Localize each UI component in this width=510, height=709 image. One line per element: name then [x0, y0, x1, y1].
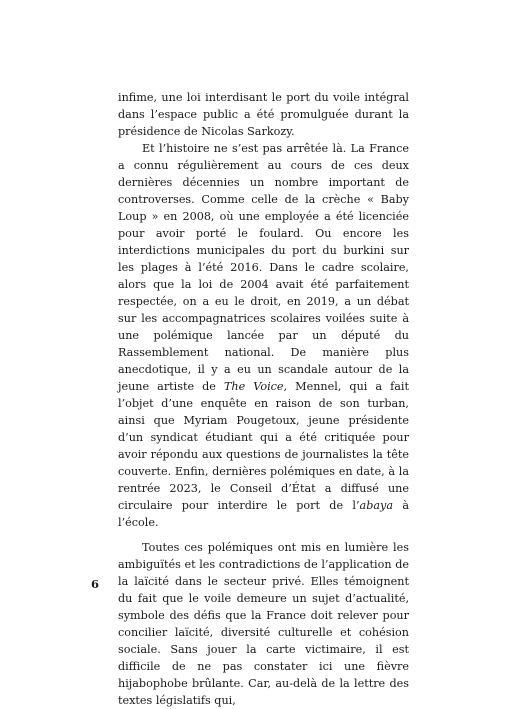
- paragraph-1-text: infime, une loi interdisant le port du voile intégral dans l’espace public a été promulguée durant la présidence de Nicolas Sarkozy.: [118, 91, 409, 138]
- paragraph-2-text-b: Mennel, qui a fait l’objet d’une enquête en raison de son turban, ainsi que Myriam Pougetoux, jeune présidente d’un syndicat étudiant qui a été critiquée pour avoir répondu aux questions de journalistes la tête couverte. Enfin, dernières polémiques en date, à la rentrée 2023, le Conseil d’État a diffusé une circulaire pour interdire le port de l’: [118, 380, 409, 512]
- paragraph-2: [118, 140, 409, 531]
- page-number: 6: [91, 577, 100, 591]
- paragraph-2-italic-abaya: abaya: [359, 499, 394, 512]
- paragraph-3-text: Toutes ces polémiques ont mis en lumière les ambiguïtés et les contradictions de l’application de la laïcité dans le secteur privé. Elles témoignent du fait que le voile demeure un sujet d’actualité, symbole des défis que la France doit relever pour concilier laïcité, diversité culturelle et cohésion sociale. Sans jouer la carte victimaire, il est difficile de ne pas constater ici une fièvre hijabophobe brûlante. Car, au-delà de la lettre des textes législatifs qui,: [118, 541, 409, 707]
- paragraph-3: [118, 539, 409, 709]
- paragraph-2-italic-the-voice: The Voice,: [223, 380, 288, 393]
- page-body: [118, 89, 409, 709]
- paragraph-2-text-a: Et l’histoire ne s’est pas arrêtée là. La France a connu régulièrement au cours de ces deux dernières décennies un nombre important de controverses. Comme celle de la crèche « Baby Loup » en 2008, où une employée a été licenciée pour avoir porté le foulard. Ou encore les interdictions municipales du port du burkini sur les plages à l’été 2016. Dans le cadre scolaire, alors que la loi de 2004 avait été parfaitement respectée, on a eu le droit, en 2019, a un débat sur les accompagnatrices scolaires voilées suite à une polémique lancée par un député du Rassemblement national. De manière plus anecdotique, il y a eu un scandale autour de la jeune artiste de: [118, 142, 409, 393]
- paragraph-2-text-c: à l’école.: [118, 499, 410, 529]
- paragraph-1: [118, 89, 409, 140]
